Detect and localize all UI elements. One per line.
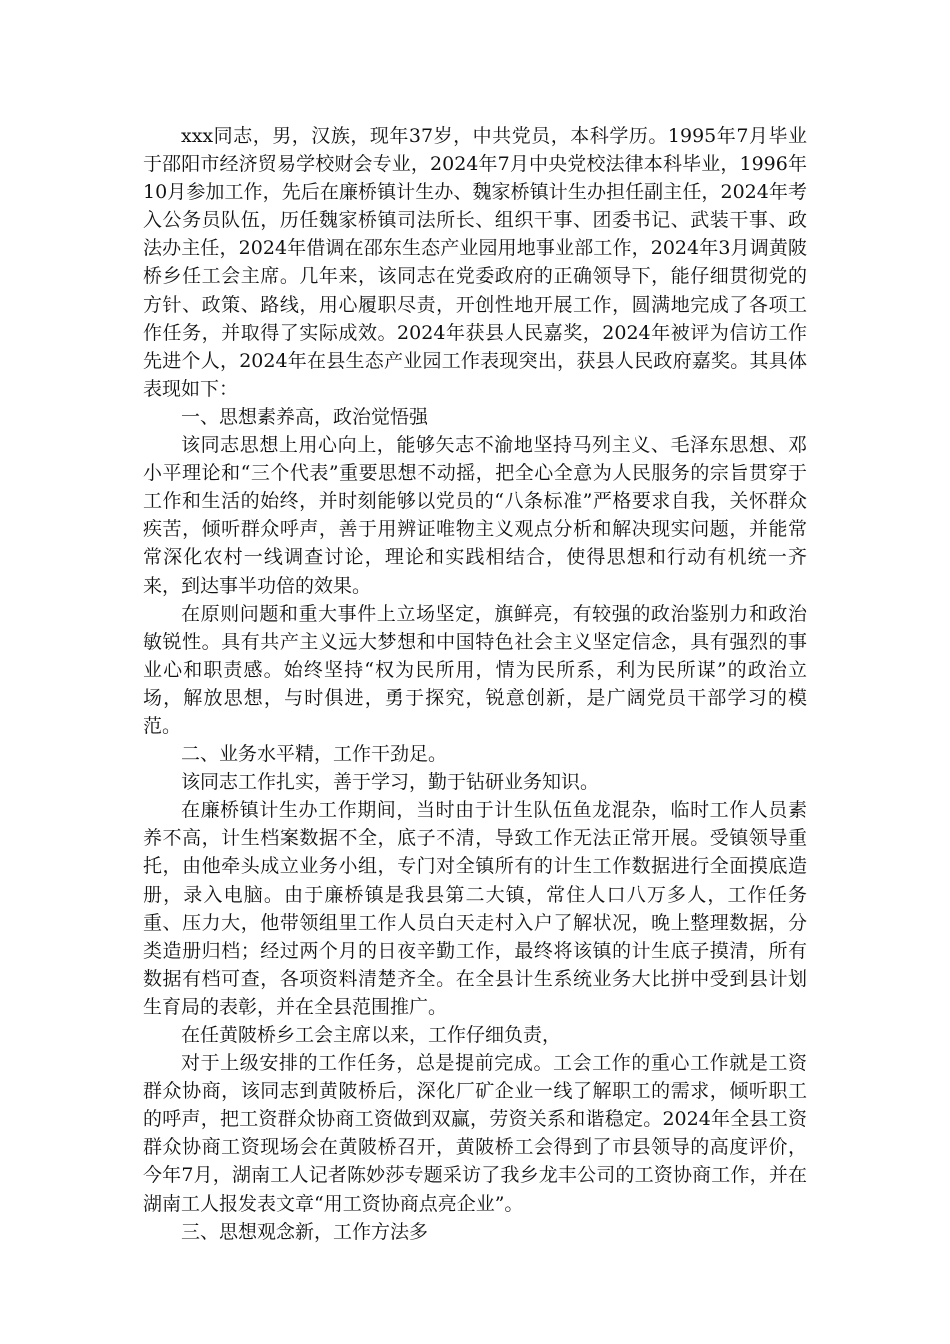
body-paragraph: 该同志工作扎实，善于学习，勤于钻研业务知识。 bbox=[181, 771, 600, 794]
intro-paragraph: xxx同志，男，汉族，现年37岁，中共党员，本科学历。1995年7月毕业于邵阳市经济贸易学校财会专业，2024年7月中央党校法律本科毕业，1996年10月参加工作，先后在廉桥镇计生办、魏家桥镇计生办担任副主任，2024年考入公务员队伍，历任魏家桥镇司法所长、组织干事、团委书记、武装干事、政法办主任，2024年借调在邵东生态产业园用地事业部工作，2024年3月调黄陂桥乡任工会主席。几年来，该同志在党委政府的正确领导下，能仔细贯彻党的方针、政策、路线，用心履职尽责，开创性地开展工作，圆满地完成了各项工作任务，并取得了实际成效。2024年获县人民嘉奖，2024年被评为信访工作先进个人，2024年在县生态产业园工作表现突出，获县人民政府嘉奖。其具体表现如下： bbox=[143, 125, 807, 400]
body-paragraph: 在任黄陂桥乡工会主席以来，工作仔细负责， bbox=[181, 1024, 562, 1046]
section-heading-1: 一、思想素养高，政治觉悟强 bbox=[181, 405, 429, 428]
body-paragraph: 在原则问题和重大事件上立场坚定，旗鲜亮，有较强的政治鉴别力和政治敏锐性。具有共产主义远大梦想和中国特色社会主义坚定信念，具有强烈的事业心和职责感。始终坚持“权为民所用，情为民所系，利为民所谋”的政治立场，解放思想，与时俱进，勇于探究，锐意创新，是广阔党员干部学习的模范。 bbox=[143, 602, 807, 737]
body-paragraph: 在廉桥镇计生办工作期间，当时由于计生队伍鱼龙混杂，临时工作人员素养不高，计生档案数据不全，底子不清，导致工作无法正常开展。受镇领导重托，由他牵头成立业务小组，专门对全镇所有的计生工作数据进行全面摸底造册，录入电脑。由于廉桥镇是我县第二大镇，常住人口八万多人，工作任务重、压力大，他带领组里工作人员白天走村入户了解状况，晚上整理数据，分类造册归档；经过两个月的日夜辛勤工作，最终将该镇的计生底子摸清，所有数据有档可查，各项资料清楚齐全。在全县计生系统业务大比拼中受到县计划生育局的表彰，并在全县范围推广。 bbox=[143, 799, 807, 1018]
section-heading-2: 二、业务水平精，工作干劲足。 bbox=[181, 743, 448, 766]
document-body bbox=[143, 122, 807, 1246]
body-paragraph: 对于上级安排的工作任务，总是提前完成。工会工作的重心工作就是工资群众协商，该同志到黄陂桥后，深化厂矿企业一线了解职工的需求，倾听职工的呼声，把工资群众协商工资做到双赢，劳资关系和谐稳定。2024年全县工资群众协商工资现场会在黄陂桥召开，黄陂桥工会得到了市县领导的高度评价，今年7月，湖南工人记者陈妙莎专题采访了我乡龙丰公司的工资协商工作，并在湖南工人报发表文章“用工资协商点亮企业”。 bbox=[143, 1052, 807, 1215]
section-heading-3: 三、思想观念新，工作方法多 bbox=[181, 1220, 429, 1243]
body-paragraph: 该同志思想上用心向上，能够矢志不渝地坚持马列主义、毛泽东思想、邓小平理论和“三个代表”重要思想不动摇，把全心全意为人民服务的宗旨贯穿于工作和生活的始终，并时刻能够以党员的“八条标准”严格要求自我，关怀群众疾苦，倾听群众呼声，善于用辨证唯物主义观点分析和解决现实问题，并能常常深化农村一线调查讨论，理论和实践相结合，使得思想和行动有机统一齐来，到达事半功倍的效果。 bbox=[143, 434, 807, 597]
